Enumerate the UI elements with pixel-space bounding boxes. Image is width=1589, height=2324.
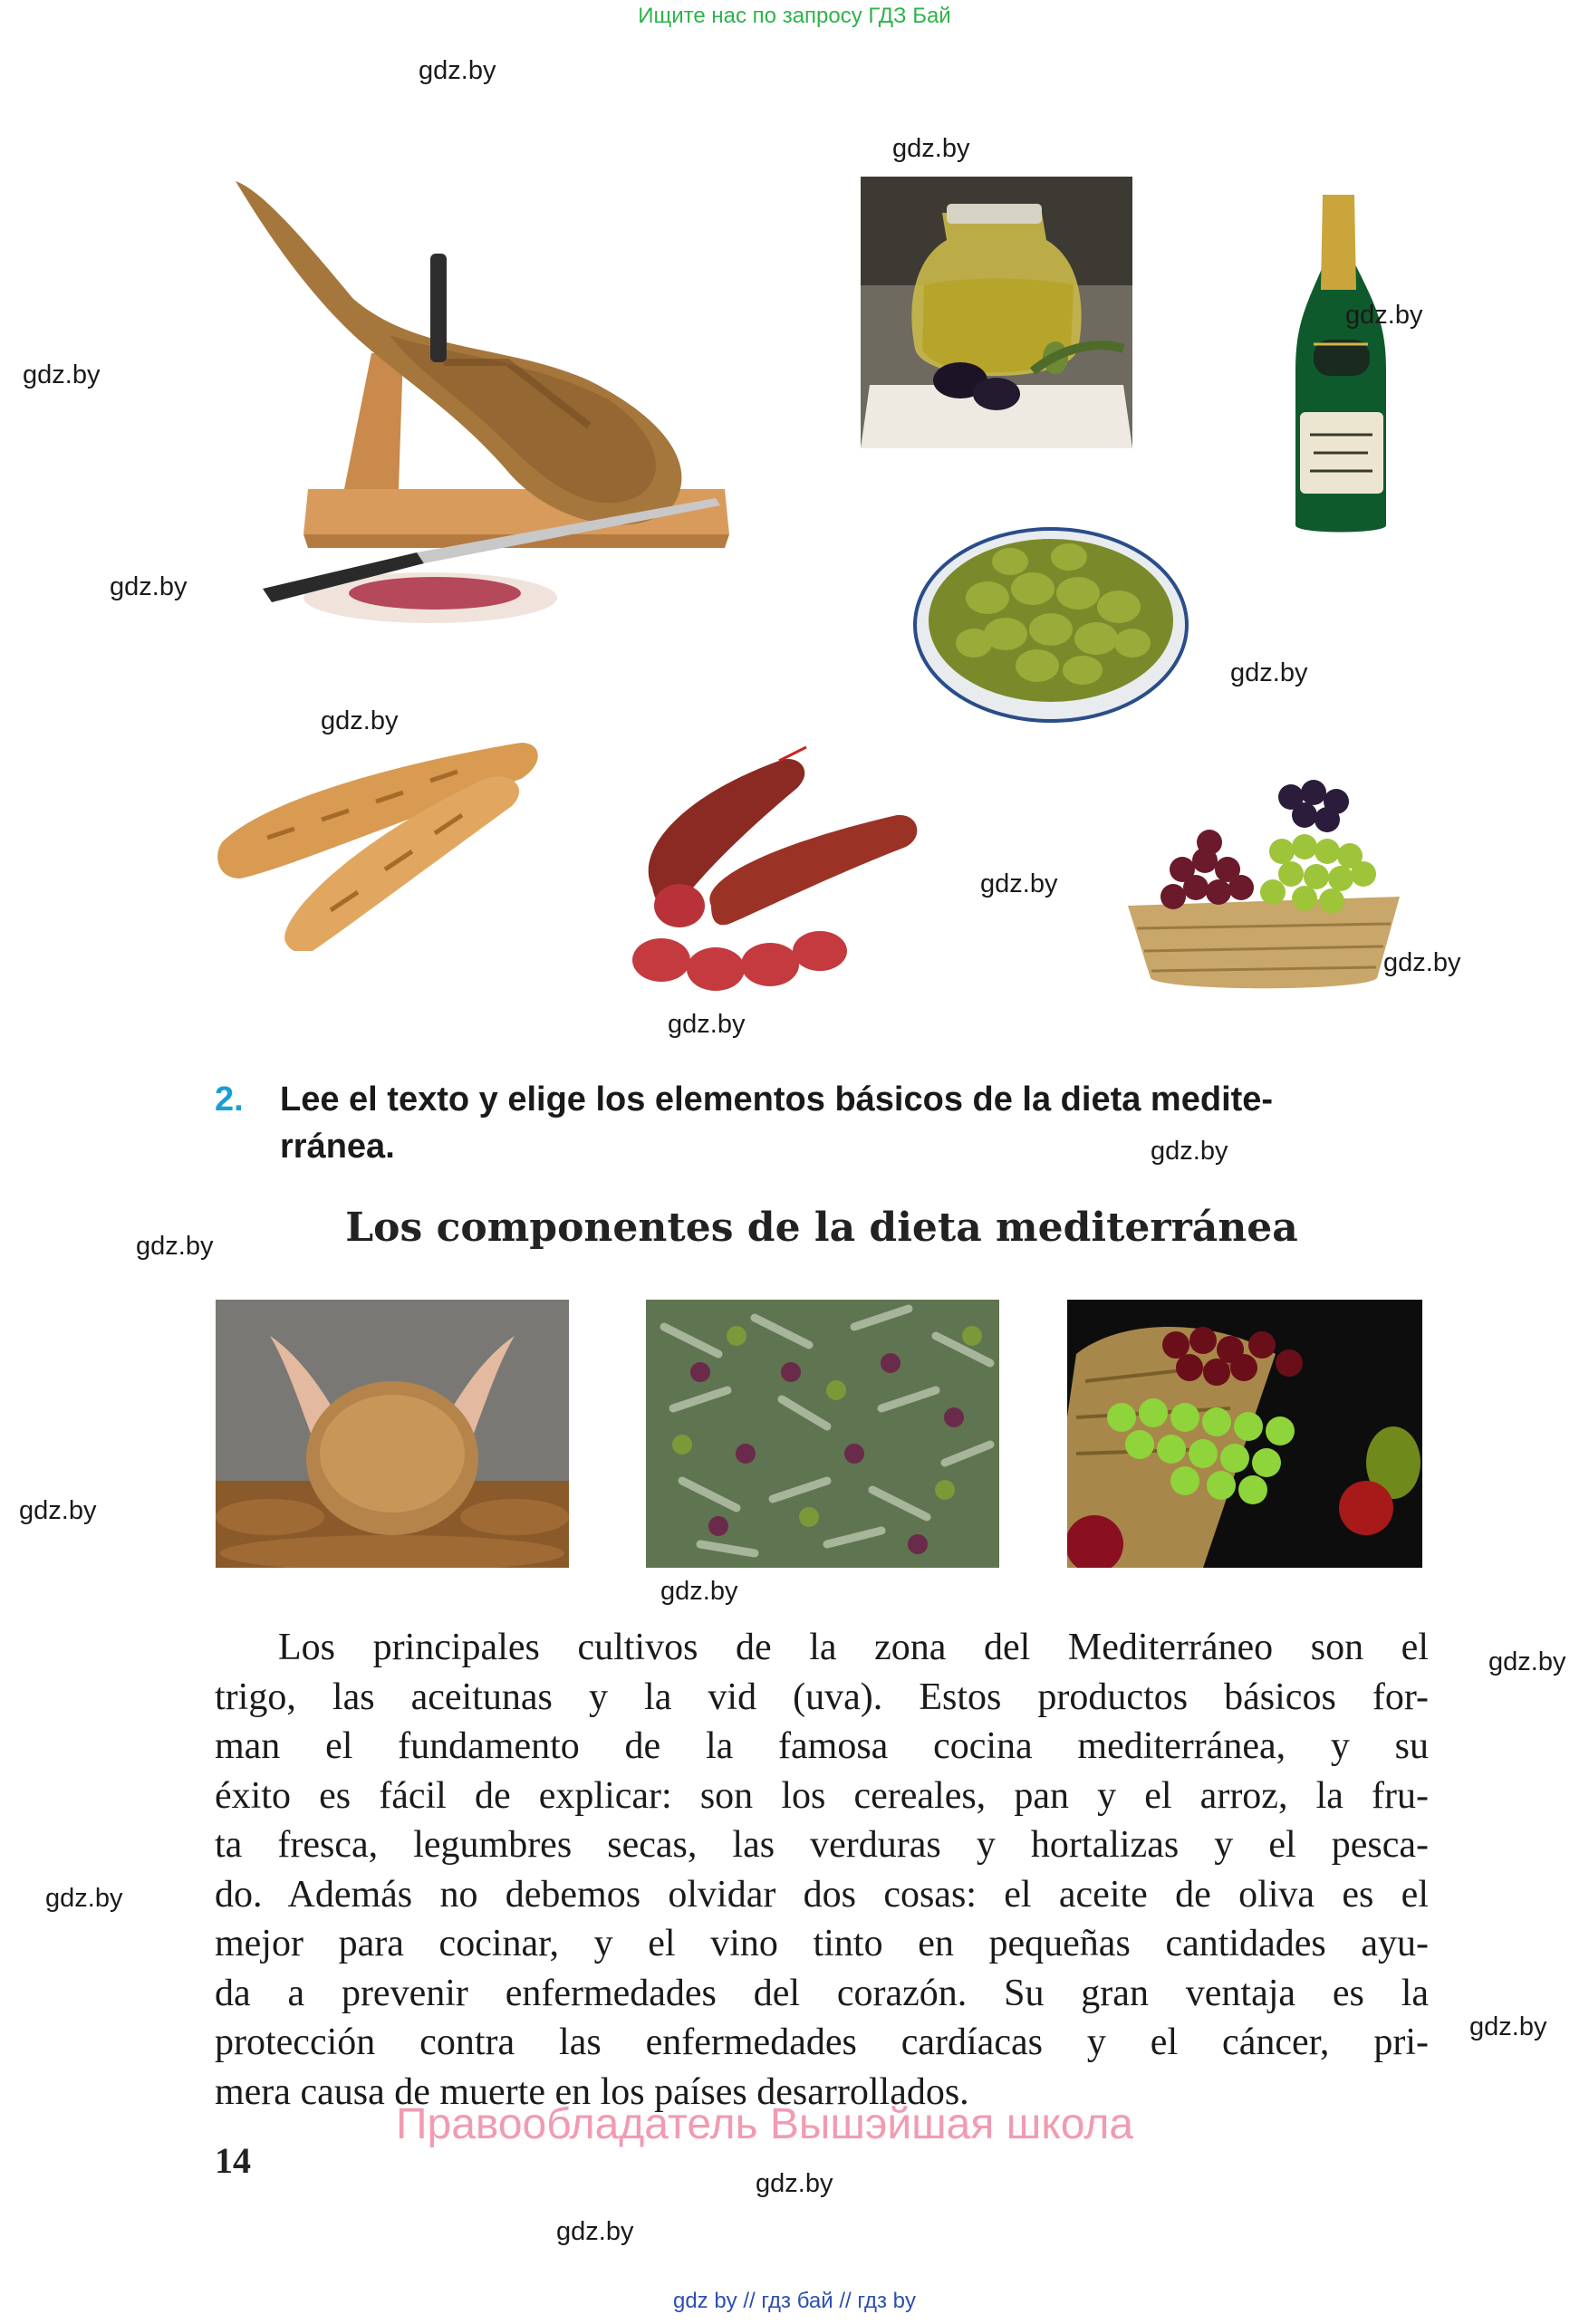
- body-line: Los principales cultivos de la zona del Mediterráneo son el: [278, 1627, 1429, 1668]
- watermark: gdz.by: [1151, 1137, 1228, 1166]
- watermark: gdz.by: [110, 572, 188, 601]
- watermark: gdz.by: [892, 134, 970, 163]
- watermark: gdz.by: [1469, 2012, 1547, 2041]
- body-paragraph: [215, 1623, 1429, 2117]
- task-number: 2.: [215, 1080, 244, 1119]
- body-line: ta fresca, legumbres secas, las verduras y hortalizas y el pesca-: [215, 1824, 1429, 1866]
- body-line: do. Además no debemos olvidar dos cosas: el aceite de oliva es el: [215, 1873, 1429, 1916]
- olives-bowl-photo: [906, 507, 1196, 743]
- watermark: gdz.by: [1488, 1647, 1566, 1676]
- watermark: gdz.by: [1230, 658, 1308, 687]
- watermark: gdz.by: [756, 2169, 833, 2198]
- wheat-hands-photo: [216, 1300, 569, 1568]
- body-line: mera causa de muerte en los países desarrollados.: [215, 2070, 969, 2113]
- grapes-basket-photo: [1110, 761, 1418, 996]
- page-number: 14: [215, 2140, 251, 2181]
- body-line: éxito es fácil de explicar: son los cereales, pan y el arroz, la fru-: [215, 1774, 1429, 1817]
- watermark: gdz.by: [321, 706, 399, 735]
- task-text-line1: Lee el texto y elige los elementos básicos de la dieta medite-: [280, 1080, 1274, 1119]
- body-line: trigo, las aceitunas y la vid (uva). Estos productos básicos for-: [215, 1676, 1429, 1718]
- watermark: gdz.by: [1383, 948, 1461, 977]
- section-heading: Los componentes de la dieta mediterránea: [345, 1205, 1298, 1251]
- baguettes-photo: [213, 725, 548, 951]
- body-line: da a prevenir enfermedades del corazón. Su gran ventaja es la: [215, 1972, 1429, 2014]
- watermark: gdz.by: [980, 869, 1058, 898]
- champagne-photo: [1250, 190, 1431, 539]
- watermark: gdz.by: [19, 1496, 97, 1525]
- body-line: man el fundamento de la famosa cocina mediterránea, y su: [215, 1725, 1429, 1767]
- task-text-line2: rránea.: [280, 1128, 395, 1166]
- olive-oil-photo: [861, 177, 1132, 448]
- watermark: gdz.by: [660, 1577, 738, 1606]
- rights-notice: Правообладатель Вышэйшая школа: [396, 2100, 1134, 2148]
- olives-leaves-photo: [646, 1300, 999, 1568]
- body-line: mejor para cocinar, y el vino tinto en pequeñas cantidades ayu-: [215, 1923, 1429, 1964]
- watermark: gdz.by: [556, 2217, 634, 2246]
- top-banner: Ищите нас по запросу ГДЗ Бай: [638, 4, 951, 28]
- watermark: gdz.by: [45, 1884, 123, 1913]
- ham-photo: [208, 172, 743, 625]
- fruit-basket-photo: [1067, 1300, 1422, 1568]
- watermark: gdz.by: [668, 1010, 746, 1039]
- chorizo-photo: [598, 743, 942, 996]
- watermark: gdz.by: [419, 56, 496, 85]
- watermark: gdz.by: [1345, 301, 1423, 330]
- footer-links[interactable]: gdz by // гдз бай // гдз by: [672, 2289, 917, 2313]
- body-line: protección contra las enfermedades cardíacas y el cáncer, pri-: [215, 2021, 1429, 2063]
- task-2: [215, 1076, 1429, 1170]
- watermark: gdz.by: [23, 360, 101, 389]
- watermark: gdz.by: [136, 1232, 214, 1261]
